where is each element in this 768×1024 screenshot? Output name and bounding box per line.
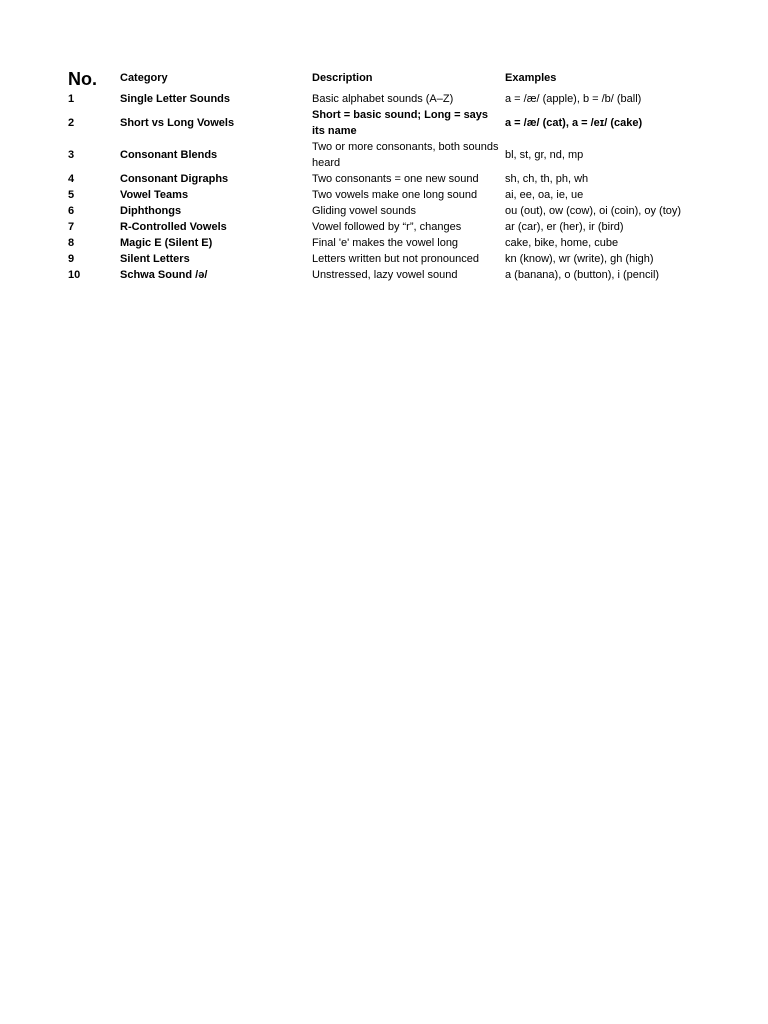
row-examples: ou (out), ow (cow), oi (coin), oy (toy) xyxy=(505,205,682,217)
row-examples: cake, bike, home, cube xyxy=(505,237,619,249)
row-description: Two consonants = one new sound xyxy=(312,173,479,185)
row-category: Single Letter Sounds xyxy=(120,93,231,105)
row-number: 8 xyxy=(68,237,75,249)
row-examples: a = /æ/ (apple), b = /b/ (ball) xyxy=(505,93,642,105)
header-no: No. xyxy=(68,69,97,89)
row-examples: a (banana), o (button), i (pencil) xyxy=(505,269,660,281)
row-number: 1 xyxy=(68,93,75,105)
header-category: Category xyxy=(120,72,168,84)
row-category: Schwa Sound /ə/ xyxy=(120,269,208,281)
row-examples: sh, ch, th, ph, wh xyxy=(505,173,589,185)
row-description: Final 'e' makes the vowel long xyxy=(312,237,459,249)
row-description: Vowel followed by “r”, changes xyxy=(312,221,462,233)
row-category: Short vs Long Vowels xyxy=(120,117,235,129)
row-number: 7 xyxy=(68,221,75,233)
row-description: Two vowels make one long sound xyxy=(312,189,478,201)
row-number: 5 xyxy=(68,189,75,201)
header-examples: Examples xyxy=(505,72,557,84)
row-description: Unstressed, lazy vowel sound xyxy=(312,269,458,281)
row-number: 2 xyxy=(68,117,75,129)
row-category: Vowel Teams xyxy=(120,189,189,201)
row-category: Silent Letters xyxy=(120,253,190,265)
row-examples: kn (know), wr (write), gh (high) xyxy=(505,253,654,265)
row-number: 6 xyxy=(68,205,75,217)
row-examples: bl, st, gr, nd, mp xyxy=(505,149,584,161)
row-examples: ar (car), er (her), ir (bird) xyxy=(505,221,624,233)
row-category: Consonant Digraphs xyxy=(120,173,229,185)
row-description: Two or more consonants, both sounds heard xyxy=(312,141,499,169)
row-number: 9 xyxy=(68,253,75,265)
row-category: Consonant Blends xyxy=(120,149,218,161)
row-description: Short = basic sound; Long = says its name xyxy=(312,109,489,137)
row-category: R-Controlled Vowels xyxy=(120,221,227,233)
row-description: Basic alphabet sounds (A–Z) xyxy=(312,93,454,105)
header-description: Description xyxy=(312,72,373,84)
row-description: Letters written but not pronounced xyxy=(312,253,479,265)
row-number: 4 xyxy=(68,173,75,185)
row-examples: ai, ee, oa, ie, ue xyxy=(505,189,584,201)
row-description: Gliding vowel sounds xyxy=(312,205,416,217)
row-examples: a = /æ/ (cat), a = /eɪ/ (cake) xyxy=(505,117,643,129)
row-category: Magic E (Silent E) xyxy=(120,237,213,249)
row-number: 3 xyxy=(68,149,75,161)
row-number: 10 xyxy=(68,269,81,281)
row-category: Diphthongs xyxy=(120,205,182,217)
